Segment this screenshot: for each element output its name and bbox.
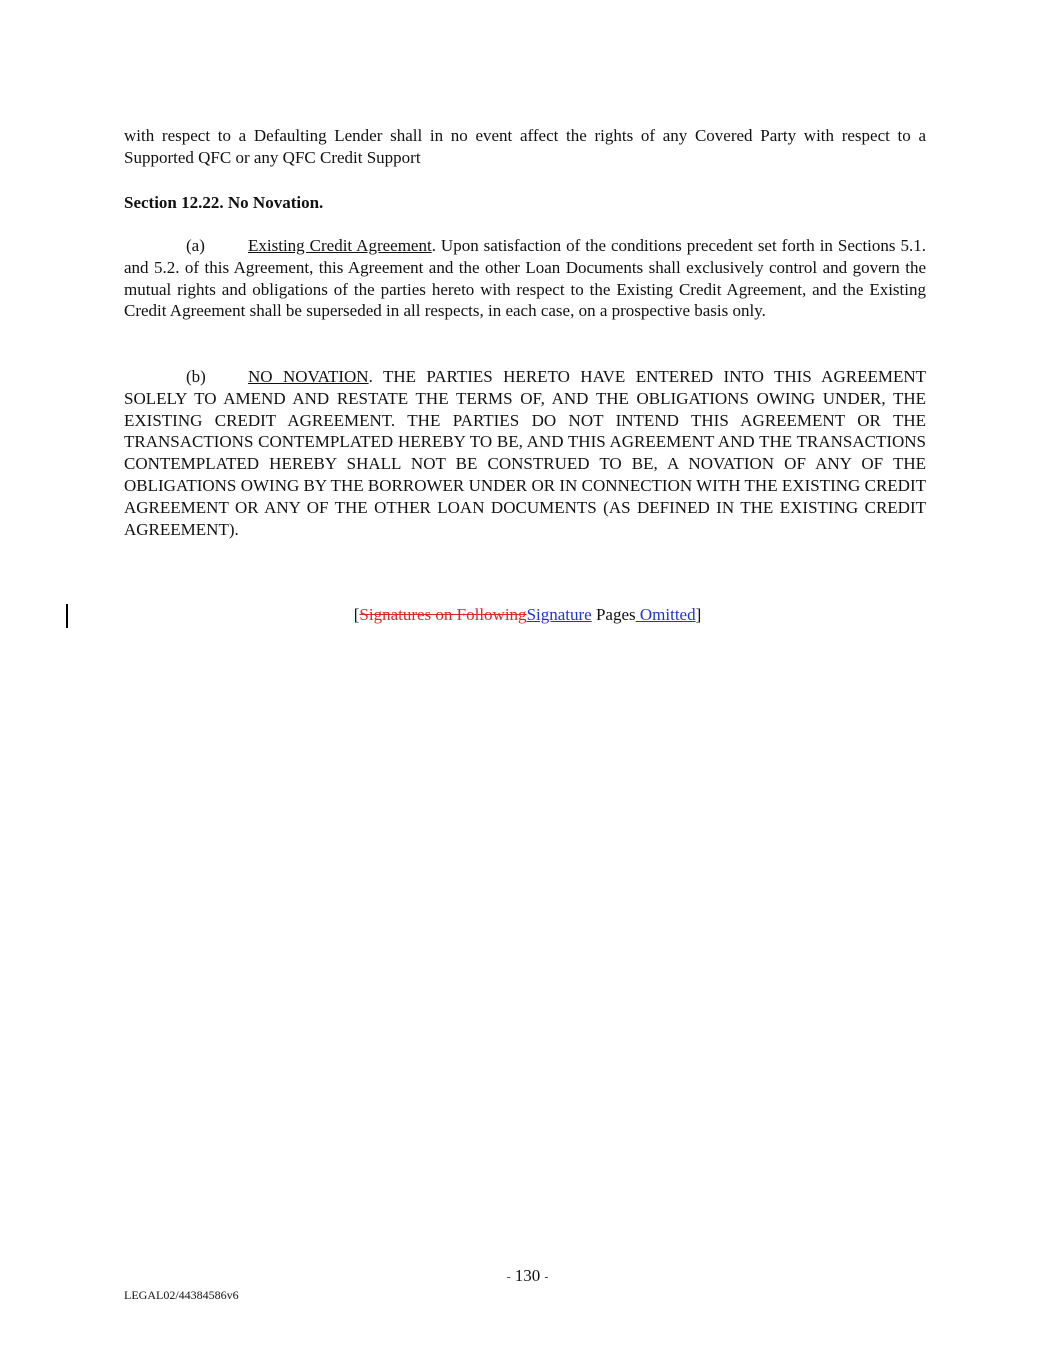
paragraph-b (124, 366, 926, 540)
paragraph-a-body: . Upon satisfaction of the conditions precedent set forth in Sections 5.1. and 5.2. of this Agreement, this Agreement and the other Loan Documents shall exclusively control and govern the mutual rights and obligations of the parties hereto with respect to the Existing Credit Agreement, and the Existing Credit Agreement shall be superseded in all respects, in each case, on a prospective basis only. (124, 236, 926, 321)
page-number-dash-right: - (544, 1271, 549, 1284)
document-id: LEGAL02/44384586v6 (124, 1288, 239, 1302)
page-number-dash-left: - (506, 1271, 511, 1284)
signature-pages-line (0, 605, 1055, 625)
close-bracket: ] (695, 605, 702, 624)
paragraph-a (124, 235, 926, 322)
deleted-text: Signatures on Following (359, 605, 527, 624)
pages-text: Pages (591, 605, 636, 624)
section-heading: Section 12.22. No Novation. (124, 193, 324, 212)
page-number-value: 130 (514, 1266, 541, 1285)
paragraph-b-label: (b) (186, 367, 206, 386)
open-bracket: [ (353, 605, 360, 624)
paragraph-a-title: Existing Credit Agreement (248, 236, 432, 255)
paragraph-a-label: (a) (186, 236, 205, 255)
page-number (0, 1266, 1055, 1286)
paragraph-b-body: . THE PARTIES HERETO HAVE ENTERED INTO THIS AGREEMENT SOLELY TO AMEND AND RESTATE THE TERMS OF, AND THE OBLIGATIONS OWING UNDER, THE EXISTING CREDIT AGREEMENT. THE PARTIES DO NOT INTEND THIS AGREEMENT OR THE TRANSACTIONS CONTEMPLATED HEREBY TO BE, AND THIS AGREEMENT AND THE TRANSACTIONS CONTEMPLATED HEREBY SHALL NOT BE CONSTRUED TO BE, A NOVATION OF ANY OF THE OBLIGATIONS OWING BY THE BORROWER UNDER OR IN CONNECTION WITH THE EXISTING CREDIT AGREEMENT OR ANY OF THE OTHER LOAN DOCUMENTS (AS DEFINED IN THE EXISTING CREDIT AGREEMENT). (124, 367, 927, 539)
inserted-text-omitted: Omitted (635, 605, 696, 624)
inserted-text-signature: Signature (526, 605, 592, 624)
paragraph-b-title: NO NOVATION (248, 367, 369, 386)
continuation-paragraph: with respect to a Defaulting Lender shall in no event affect the rights of any Covered Party with respect to a Supported QFC or any QFC Credit Support (124, 126, 926, 167)
